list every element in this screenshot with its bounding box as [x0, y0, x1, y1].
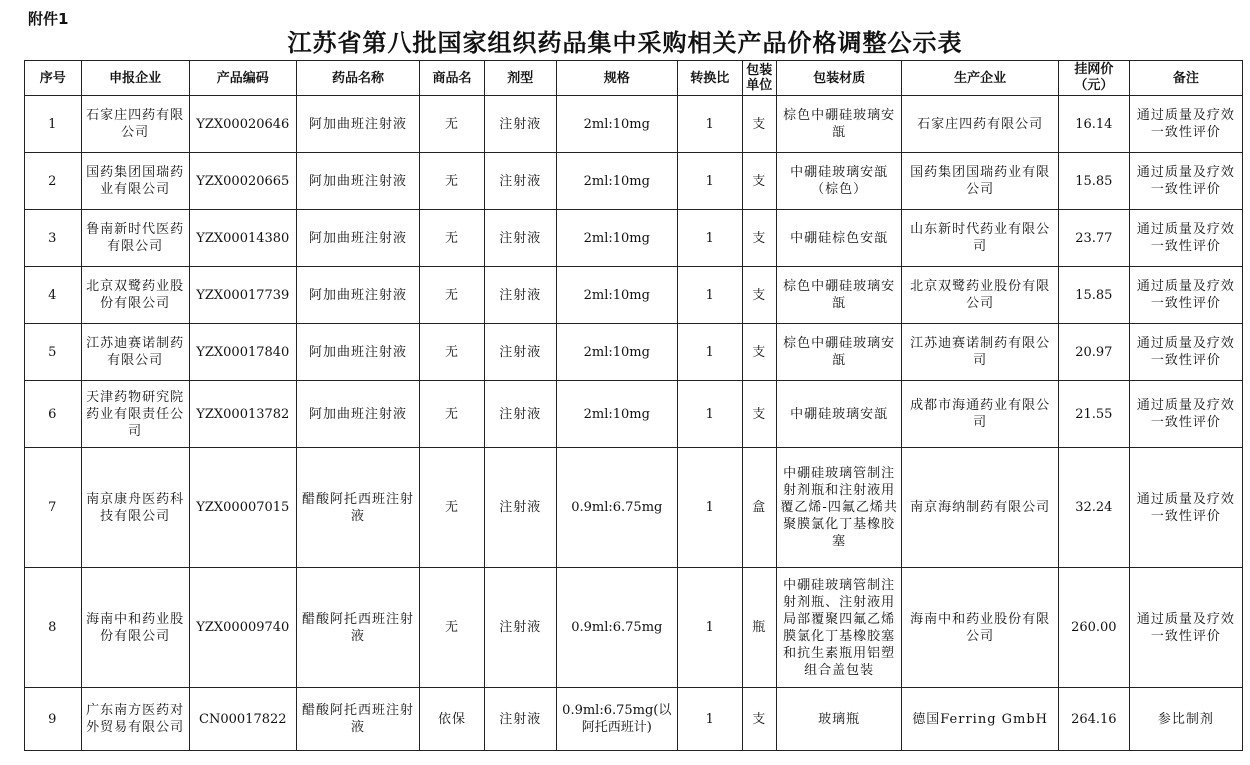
col-header-applicant: 申报企业 — [81, 61, 189, 96]
cell-dosage-form: 注射液 — [484, 153, 556, 210]
cell-applicant: 海南中和药业股份有限公司 — [81, 568, 189, 688]
col-header-price: 挂网价（元） — [1058, 61, 1129, 96]
cell-price: 32.24 — [1058, 448, 1129, 568]
table-row — [25, 324, 1243, 381]
cell-price: 21.55 — [1058, 381, 1129, 448]
cell-applicant: 天津药物研究院药业有限责任公司 — [81, 381, 189, 448]
cell-remarks: 通过质量及疗效一致性评价 — [1129, 210, 1242, 267]
cell-dosage-form: 注射液 — [484, 210, 556, 267]
cell-applicant: 北京双鹭药业股份有限公司 — [81, 267, 189, 324]
cell-ratio: 1 — [677, 96, 742, 153]
page-title: 江苏省第八批国家组织药品集中采购相关产品价格调整公示表 — [287, 28, 963, 57]
cell-index: 7 — [25, 448, 82, 568]
cell-spec: 0.9ml:6.75mg(以阿托西班计) — [556, 688, 677, 751]
cell-brand: 无 — [420, 568, 485, 688]
cell-pack-unit: 支 — [742, 96, 776, 153]
cell-drug-name: 阿加曲班注射液 — [296, 210, 419, 267]
cell-manufacturer: 成都市海通药业有限公司 — [902, 381, 1059, 448]
table-row — [25, 688, 1243, 751]
cell-remarks: 通过质量及疗效一致性评价 — [1129, 324, 1242, 381]
cell-remarks: 通过质量及疗效一致性评价 — [1129, 267, 1242, 324]
table-row — [25, 267, 1243, 324]
cell-price: 20.97 — [1058, 324, 1129, 381]
col-header-manufacturer: 生产企业 — [902, 61, 1059, 96]
cell-spec: 2ml:10mg — [556, 96, 677, 153]
cell-drug-name: 阿加曲班注射液 — [296, 267, 419, 324]
cell-drug-name: 醋酸阿托西班注射液 — [296, 448, 419, 568]
table-row — [25, 448, 1243, 568]
cell-spec: 0.9ml:6.75mg — [556, 568, 677, 688]
cell-brand: 无 — [420, 96, 485, 153]
cell-pack-material: 中硼硅棕色安瓿 — [776, 210, 901, 267]
cell-brand: 无 — [420, 381, 485, 448]
table-row — [25, 568, 1243, 688]
cell-ratio: 1 — [677, 688, 742, 751]
cell-pack-material: 中硼硅玻璃管制注射剂瓶和注射液用覆乙烯-四氟乙烯共聚膜氯化丁基橡胶塞 — [776, 448, 901, 568]
cell-brand: 无 — [420, 448, 485, 568]
cell-pack-material: 棕色中硼硅玻璃安瓿 — [776, 324, 901, 381]
cell-drug-name: 阿加曲班注射液 — [296, 96, 419, 153]
cell-index: 9 — [25, 688, 82, 751]
col-header-brand: 商品名 — [420, 61, 485, 96]
cell-pack-material: 棕色中硼硅玻璃安瓿 — [776, 267, 901, 324]
cell-dosage-form: 注射液 — [484, 267, 556, 324]
cell-index: 2 — [25, 153, 82, 210]
cell-remarks: 通过质量及疗效一致性评价 — [1129, 448, 1242, 568]
cell-brand: 无 — [420, 324, 485, 381]
cell-index: 6 — [25, 381, 82, 448]
cell-remarks: 通过质量及疗效一致性评价 — [1129, 153, 1242, 210]
cell-index: 1 — [25, 96, 82, 153]
cell-dosage-form: 注射液 — [484, 448, 556, 568]
cell-pack-unit: 瓶 — [742, 568, 776, 688]
cell-manufacturer: 南京海纳制药有限公司 — [902, 448, 1059, 568]
cell-remarks: 通过质量及疗效一致性评价 — [1129, 381, 1242, 448]
cell-pack-material: 棕色中硼硅玻璃安瓿 — [776, 96, 901, 153]
cell-pack-material: 中硼硅玻璃安瓿 — [776, 381, 901, 448]
cell-pack-material: 中硼硅玻璃管制注射剂瓶、注射液用局部覆聚四氟乙烯膜氯化丁基橡胶塞和抗生素瓶用铝塑组合盖包装 — [776, 568, 901, 688]
table-row — [25, 381, 1243, 448]
cell-pack-unit: 支 — [742, 153, 776, 210]
cell-manufacturer: 石家庄四药有限公司 — [902, 96, 1059, 153]
cell-applicant: 国药集团国瑞药业有限公司 — [81, 153, 189, 210]
cell-price: 23.77 — [1058, 210, 1129, 267]
cell-price: 15.85 — [1058, 153, 1129, 210]
cell-spec: 2ml:10mg — [556, 381, 677, 448]
col-header-spec: 规格 — [556, 61, 677, 96]
cell-manufacturer: 北京双鹭药业股份有限公司 — [902, 267, 1059, 324]
cell-index: 4 — [25, 267, 82, 324]
cell-index: 5 — [25, 324, 82, 381]
cell-applicant: 南京康舟医药科技有限公司 — [81, 448, 189, 568]
cell-drug-name: 阿加曲班注射液 — [296, 153, 419, 210]
col-header-pack-material: 包装材质 — [776, 61, 901, 96]
cell-ratio: 1 — [677, 381, 742, 448]
cell-dosage-form: 注射液 — [484, 688, 556, 751]
cell-index: 8 — [25, 568, 82, 688]
cell-ratio: 1 — [677, 324, 742, 381]
cell-brand: 无 — [420, 267, 485, 324]
cell-remarks: 通过质量及疗效一致性评价 — [1129, 568, 1242, 688]
cell-product-code: YZX00009740 — [189, 568, 296, 688]
cell-spec: 0.9ml:6.75mg — [556, 448, 677, 568]
cell-price: 260.00 — [1058, 568, 1129, 688]
cell-manufacturer: 海南中和药业股份有限公司 — [902, 568, 1059, 688]
cell-pack-unit: 支 — [742, 688, 776, 751]
cell-applicant: 石家庄四药有限公司 — [81, 96, 189, 153]
cell-drug-name: 阿加曲班注射液 — [296, 324, 419, 381]
cell-manufacturer: 山东新时代药业有限公司 — [902, 210, 1059, 267]
table-row — [25, 210, 1243, 267]
cell-product-code: YZX00017840 — [189, 324, 296, 381]
cell-product-code: YZX00013782 — [189, 381, 296, 448]
cell-ratio: 1 — [677, 267, 742, 324]
header-row — [25, 61, 1243, 96]
cell-ratio: 1 — [677, 448, 742, 568]
cell-product-code: YZX00017739 — [189, 267, 296, 324]
cell-product-code: YZX00020665 — [189, 153, 296, 210]
table-row — [25, 96, 1243, 153]
cell-drug-name: 醋酸阿托西班注射液 — [296, 688, 419, 751]
cell-manufacturer: 江苏迪赛诺制药有限公司 — [902, 324, 1059, 381]
cell-ratio: 1 — [677, 210, 742, 267]
cell-manufacturer: 德国Ferring GmbH — [902, 688, 1059, 751]
col-header-pack-unit: 包装单位 — [742, 61, 776, 96]
cell-drug-name: 阿加曲班注射液 — [296, 381, 419, 448]
cell-dosage-form: 注射液 — [484, 324, 556, 381]
cell-pack-unit: 盒 — [742, 448, 776, 568]
cell-spec: 2ml:10mg — [556, 267, 677, 324]
cell-pack-material: 玻璃瓶 — [776, 688, 901, 751]
cell-price: 15.85 — [1058, 267, 1129, 324]
col-header-product-code: 产品编码 — [189, 61, 296, 96]
cell-remarks: 参比制剂 — [1129, 688, 1242, 751]
cell-spec: 2ml:10mg — [556, 210, 677, 267]
cell-drug-name: 醋酸阿托西班注射液 — [296, 568, 419, 688]
cell-pack-unit: 支 — [742, 381, 776, 448]
cell-price: 16.14 — [1058, 96, 1129, 153]
cell-product-code: YZX00020646 — [189, 96, 296, 153]
cell-applicant: 鲁南新时代医药有限公司 — [81, 210, 189, 267]
cell-brand: 无 — [420, 210, 485, 267]
cell-product-code: YZX00014380 — [189, 210, 296, 267]
cell-product-code: YZX00007015 — [189, 448, 296, 568]
cell-dosage-form: 注射液 — [484, 381, 556, 448]
attachment-label: 附件1 — [28, 10, 69, 28]
cell-spec: 2ml:10mg — [556, 324, 677, 381]
cell-ratio: 1 — [677, 568, 742, 688]
cell-pack-unit: 支 — [742, 267, 776, 324]
cell-remarks: 通过质量及疗效一致性评价 — [1129, 96, 1242, 153]
cell-applicant: 广东南方医药对外贸易有限公司 — [81, 688, 189, 751]
cell-dosage-form: 注射液 — [484, 96, 556, 153]
cell-pack-material: 中硼硅玻璃安瓿（棕色） — [776, 153, 901, 210]
cell-product-code: CN00017822 — [189, 688, 296, 751]
cell-spec: 2ml:10mg — [556, 153, 677, 210]
price-table — [24, 60, 1243, 751]
cell-applicant: 江苏迪赛诺制药有限公司 — [81, 324, 189, 381]
col-header-remarks: 备注 — [1129, 61, 1242, 96]
cell-price: 264.16 — [1058, 688, 1129, 751]
cell-ratio: 1 — [677, 153, 742, 210]
cell-dosage-form: 注射液 — [484, 568, 556, 688]
col-header-dosage-form: 剂型 — [484, 61, 556, 96]
cell-pack-unit: 支 — [742, 324, 776, 381]
col-header-index: 序号 — [25, 61, 82, 96]
cell-index: 3 — [25, 210, 82, 267]
cell-pack-unit: 支 — [742, 210, 776, 267]
cell-manufacturer: 国药集团国瑞药业有限公司 — [902, 153, 1059, 210]
col-header-ratio: 转换比 — [677, 61, 742, 96]
col-header-drug-name: 药品名称 — [296, 61, 419, 96]
cell-brand: 无 — [420, 153, 485, 210]
table-row — [25, 153, 1243, 210]
cell-brand: 依保 — [420, 688, 485, 751]
